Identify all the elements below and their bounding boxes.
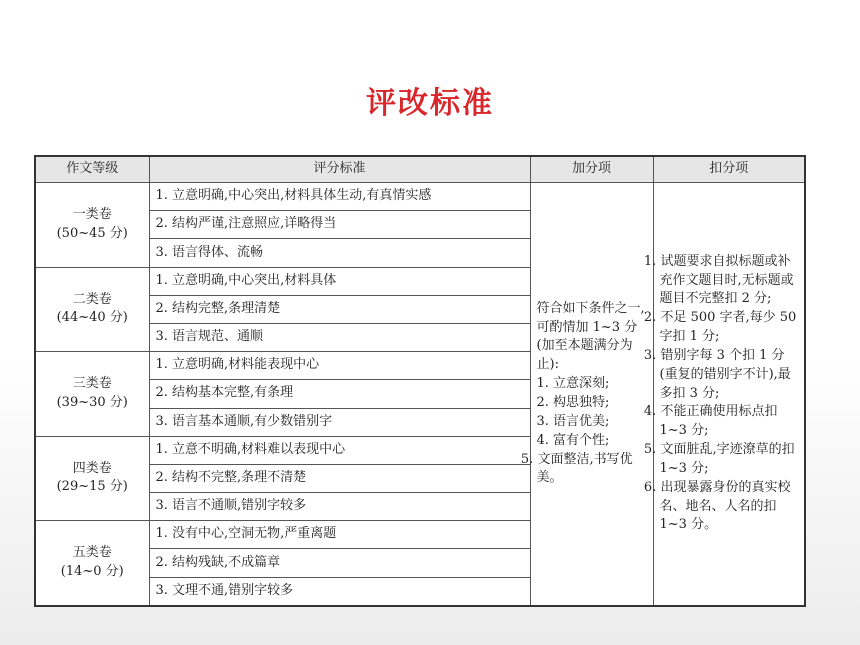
criterion-cell: 2. 结构残缺,不成篇章 [149, 549, 530, 577]
list-item: 3. 语言优美; [536, 413, 610, 429]
grade-range: (14~0 分) [60, 564, 124, 580]
criterion-cell: 3. 语言规范、通顺 [149, 323, 530, 351]
criterion-cell: 3. 语言基本通顺,有少数错别字 [149, 408, 530, 436]
grade-range: (39~30 分) [56, 394, 128, 410]
criterion-cell: 3. 文理不通,错别字较多 [149, 577, 530, 606]
grade-cell-1 [35, 183, 149, 268]
grade-cell-4 [35, 436, 149, 521]
grade-name: 五类卷 [72, 545, 112, 561]
list-item: 3. 错别字每 3 个扣 1 分(重复的错别字不计),最多扣 3 分; [643, 347, 791, 401]
header-criteria: 评分标准 [149, 156, 530, 183]
bonus-list [520, 375, 647, 488]
criterion-cell: 1. 立意明确,中心突出,材料具体生动,有真情实感 [149, 183, 530, 211]
grade-name: 一类卷 [72, 206, 112, 222]
grade-cell-5 [35, 521, 149, 606]
grade-range: (50~45 分) [56, 225, 128, 241]
list-item: 1. 试题要求自拟标题或补充作文题目时,无标题或题目不完整扣 2 分; [643, 253, 794, 307]
bonus-cell [520, 183, 653, 607]
header-deduction: 扣分项 [653, 156, 805, 183]
grade-name: 四类卷 [72, 460, 112, 476]
grade-range: (29~15 分) [56, 479, 128, 495]
deduction-list [643, 253, 799, 536]
header-bonus: 加分项 [530, 156, 653, 183]
criterion-cell: 2. 结构严谨,注意照应,详略得当 [149, 211, 530, 239]
grade-range: (44~40 分) [56, 310, 128, 326]
criterion-cell: 2. 结构基本完整,有条理 [149, 380, 530, 408]
criterion-cell: 2. 结构完整,条理清楚 [149, 295, 530, 323]
grade-name: 二类卷 [72, 291, 112, 307]
list-item: 2. 构思独特; [536, 395, 610, 410]
list-item: 4. 不能正确使用标点扣 1~3 分; [643, 404, 778, 439]
criterion-cell: 1. 没有中心,空洞无物,严重离题 [149, 521, 530, 549]
grade-cell-2 [35, 267, 149, 352]
list-item: 6. 出现暴露身份的真实校名、地名、人名的扣 1~3 分。 [643, 479, 791, 533]
criterion-cell: 3. 语言得体、流畅 [149, 239, 530, 267]
page-title: 评改标准 [366, 86, 494, 121]
deduction-cell [643, 183, 805, 607]
header-grade: 作文等级 [35, 156, 149, 183]
list-item: 5. 文面脏乱,字迹潦草的扣 1~3 分; [643, 442, 795, 476]
list-item: 4. 富有个性; [536, 432, 610, 448]
grading-rubric-table [34, 155, 806, 607]
grade-name: 三类卷 [72, 376, 112, 392]
table-row [35, 183, 805, 211]
criterion-cell: 1. 立意不明确,材料难以表现中心 [149, 436, 530, 464]
criterion-cell: 2. 结构不完整,条理不清楚 [149, 464, 530, 492]
grade-cell-3 [35, 352, 149, 437]
criterion-cell: 3. 语言不通顺,错别字较多 [149, 493, 530, 521]
list-item: 2. 不足 500 字者,每少 50 字扣 1 分; [643, 310, 797, 345]
criterion-cell: 1. 立意明确,材料能表现中心 [149, 352, 530, 380]
bonus-intro: 符合如下条件之一,可酌情加 1~3 分(加至本题满分为止): [536, 300, 645, 373]
list-item: 1. 立意深刻; [536, 376, 610, 392]
list-item: 5. 文面整洁,书写优美。 [520, 451, 633, 486]
header-row [35, 156, 805, 183]
criterion-cell: 1. 立意明确,中心突出,材料具体 [149, 267, 530, 295]
